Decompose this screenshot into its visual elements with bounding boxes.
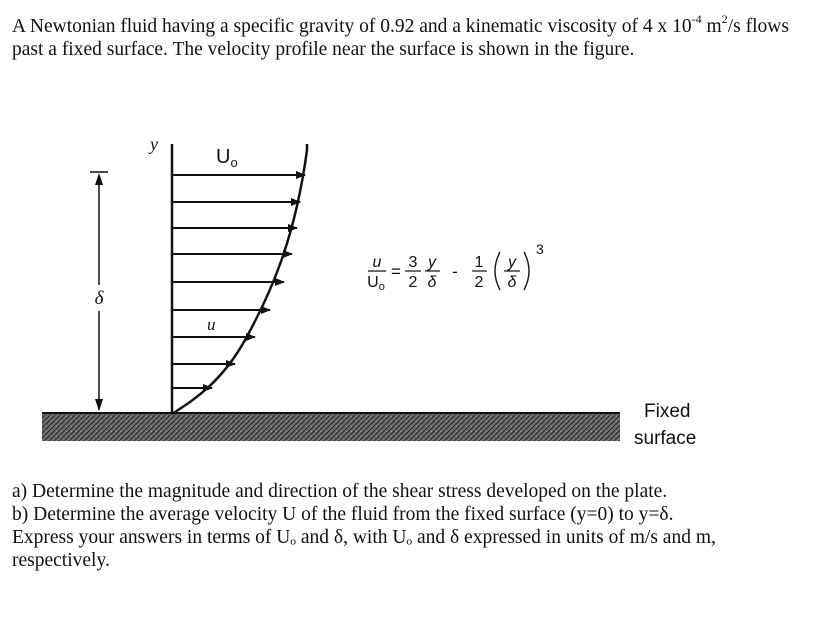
equation-exponent: 3 [536,241,544,257]
thickness-top-arrowhead [95,173,103,185]
equation-right-paren [524,252,529,290]
equation-coef2-denominator: 2 [474,274,484,291]
velocity-profile-diagram [0,130,830,470]
problem-text-1: A Newtonian fluid having a specific gravity of 0.92 and a kinematic viscosity of 4 x 10 [12,16,692,37]
problem-statement [12,8,812,61]
exponent-area: 2 [721,12,728,26]
equation-ratio2-numerator: y [508,254,516,271]
equation-lhs-numerator: u [372,254,382,271]
free-stream-velocity-label: $U_o$ [216,146,238,170]
equation-ratio1-denominator: δ [427,274,437,291]
problem-unit-m: m [706,16,722,37]
questions-block [12,480,812,572]
equation-minus: - [452,262,458,281]
equation-coef1-numerator: 3 [408,254,418,271]
fixed-surface-label-line2: surface [634,428,697,449]
equation-ratio2-denominator: δ [507,274,517,291]
thickness-bottom-arrowhead [95,399,103,411]
equation-lhs-denominator: Uo [367,274,385,293]
boundary-layer-thickness-label: δ [94,288,104,309]
exponent-viscosity: -4 [691,12,702,26]
answer-instructions: Express your answers in terms of Uₒ and δ, with Uₒ and δ expressed in units of m/s and m, respectively. [12,527,716,571]
equation-left-paren [495,252,500,290]
question-b: b) Determine the average velocity U of the fluid from the fixed surface (y=0) to y=δ. [12,504,674,525]
equation-coef1-denominator: 2 [408,274,418,291]
fixed-surface-label-line1: Fixed [644,401,691,422]
question-a: a) Determine the magnitude and direction of the shear stress developed on the plate. [12,481,668,502]
y-axis-label: y [150,134,158,154]
local-velocity-label: u [207,315,216,334]
fixed-surface [42,414,620,441]
problem-text-2: /s flows past a fixed surface. The velocity profile near the surface is shown in the figure. [12,16,789,60]
velocity-arrows [172,175,305,388]
equation-equals: = [391,262,401,281]
equation-coef2-numerator: 1 [474,254,484,271]
velocity-profile-equation [367,241,544,293]
equation-ratio1-numerator: y [428,254,436,271]
